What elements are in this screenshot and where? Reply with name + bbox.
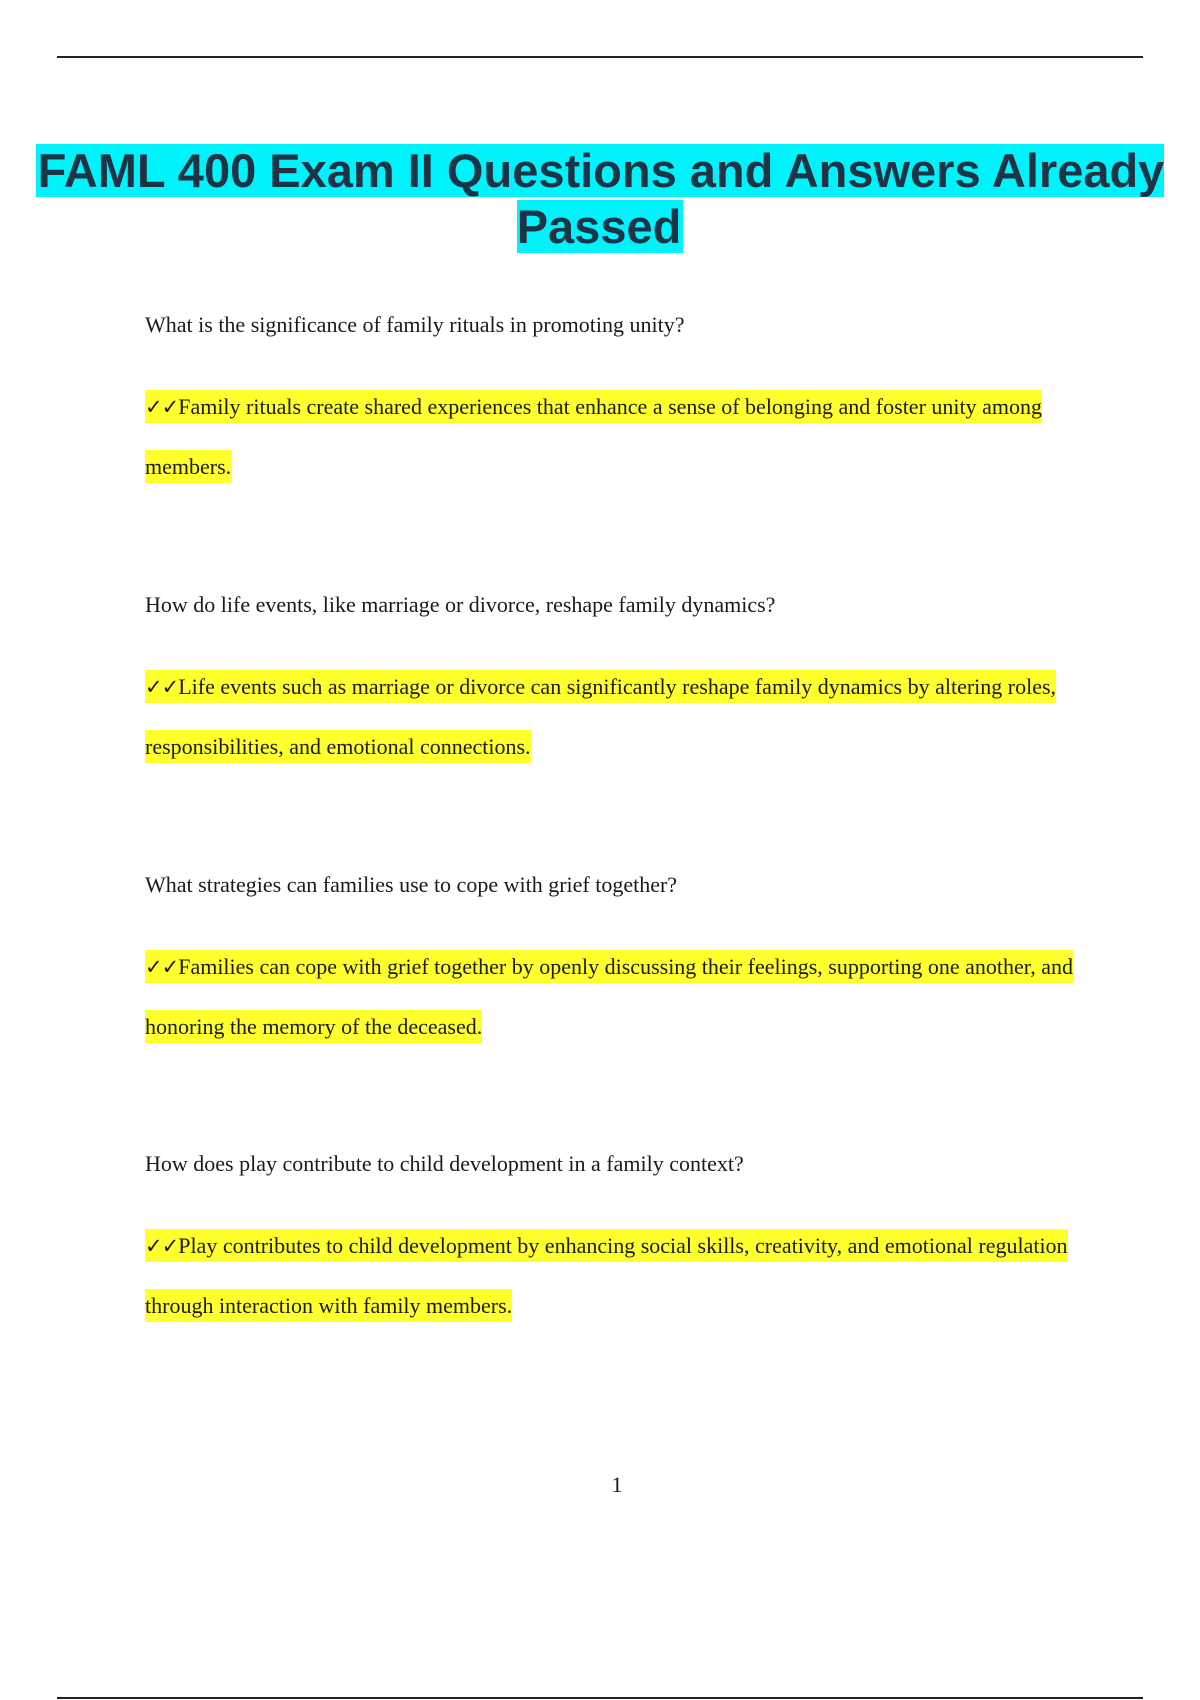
qa-item-1 <box>145 311 1075 497</box>
answer-2 <box>145 657 1075 777</box>
document-title-text: FAML 400 Exam II Questions and Answers Already Passed <box>37 144 1165 253</box>
answer-4 <box>145 1216 1075 1336</box>
answer-1 <box>145 377 1075 497</box>
checkmark-icon: ✓✓ <box>145 675 179 699</box>
qa-item-3 <box>145 871 1075 1057</box>
question-1: What is the significance of family rituals in promoting unity? <box>145 312 685 337</box>
question-3: What strategies can families use to cope with grief together? <box>145 872 678 897</box>
answer-3-text: Families can cope with grief together by openly discussing their feelings, supporting one another, and honoring the memory of the deceased. <box>145 954 1073 1039</box>
question-2: How do life events, like marriage or divorce, reshape family dynamics? <box>145 592 776 617</box>
answer-1-text: Family rituals create shared experiences that enhance a sense of belonging and foster unity among members. <box>145 394 1043 479</box>
question-4: How does play contribute to child development in a family context? <box>145 1151 744 1176</box>
answer-3 <box>145 937 1075 1057</box>
checkmark-icon: ✓✓ <box>145 1234 179 1258</box>
checkmark-icon: ✓✓ <box>145 955 179 979</box>
qa-item-4 <box>145 1150 1075 1336</box>
bottom-rule <box>57 1697 1143 1699</box>
page-number: 1 <box>611 1472 623 1497</box>
checkmark-icon: ✓✓ <box>145 395 179 419</box>
answer-4-text: Play contributes to child development by enhancing social skills, creativity, and emotional regulation through interaction with family members. <box>145 1233 1068 1318</box>
document-title <box>0 143 1200 255</box>
top-rule <box>57 56 1143 58</box>
qa-item-2 <box>145 591 1075 777</box>
answer-2-text: Life events such as marriage or divorce can significantly reshape family dynamics by altering roles, responsibilities, and emotional connections. <box>145 674 1057 759</box>
